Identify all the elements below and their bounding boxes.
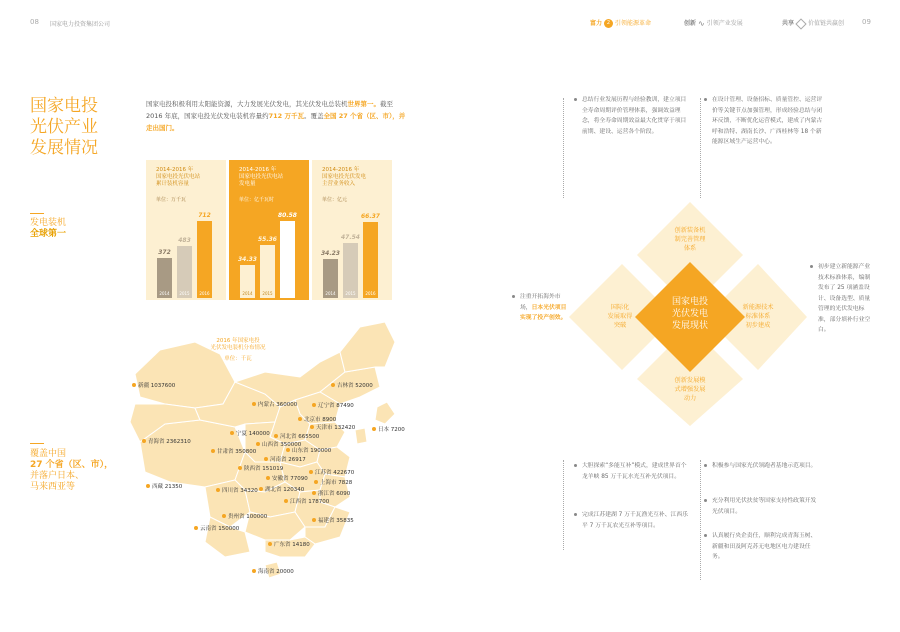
map-marker-icon [238, 466, 242, 470]
bullet-dot-icon [704, 534, 707, 537]
chapter-circle-icon: 2 [604, 19, 613, 28]
map-label-sichuan: 四川省 34320 [222, 488, 258, 494]
map-marker-icon [230, 431, 234, 435]
bullet-text: 积极参与国家光伏领跑者基地示范项目。 [712, 463, 817, 469]
diamond-line: 发展取得 [607, 313, 633, 320]
chart-title [322, 167, 366, 188]
chart-title-line: 国家电投光伏电站 [156, 174, 201, 180]
bullet-standards [818, 262, 872, 336]
map-label-ningxia: 宁夏 140000 [236, 431, 270, 437]
map-label-neimenggu: 内蒙古 360000 [258, 402, 298, 408]
diamond-line: 国家电投 [671, 297, 708, 307]
chart-value-label: 34.23 [321, 250, 340, 257]
bullet-dot-icon [704, 499, 707, 502]
map-marker-icon [146, 484, 150, 488]
chart-bar [343, 243, 358, 298]
map-marker-icon [142, 439, 146, 443]
map-label-guizhou: 贵州省 100000 [228, 514, 268, 520]
map-unit: 单位：千瓦 [224, 356, 252, 362]
chart-bar [280, 221, 295, 298]
chart-unit: 单位：亿元 [322, 197, 348, 203]
map-label-shaanxi: 陕西省 151019 [244, 466, 284, 472]
chart-title-line: 累计装机容量 [156, 181, 190, 187]
chart-value-label: 55.36 [258, 236, 277, 243]
bullet-responsibility [712, 531, 818, 563]
chart-unit: 单位：万千瓦 [156, 197, 187, 203]
diamond-line: 制完善管理 [674, 236, 706, 243]
chart-unit: 单位：亿千瓦时 [239, 197, 275, 203]
nav-item-share[interactable] [782, 18, 844, 28]
map-label-shanghai: 上海市 7828 [320, 480, 353, 486]
map-label-hainan: 海南省 20000 [258, 569, 294, 575]
map-marker-icon [310, 425, 314, 429]
side-divider [30, 443, 44, 444]
dotted-divider [700, 98, 701, 198]
map-marker-icon [284, 499, 288, 503]
map-label-beijing: 北京市 8900 [304, 417, 337, 423]
map-marker-icon [309, 470, 313, 474]
chart-value-label: 712 [198, 212, 211, 219]
map-label-gansu: 甘肃省 350800 [217, 449, 257, 455]
map-label-xinjiang: 新疆 1037600 [138, 383, 176, 389]
map-label-fujian: 福建省 35835 [318, 518, 354, 524]
chart-title-line: 主营业务收入 [322, 181, 356, 187]
map-marker-icon [312, 491, 316, 495]
map-label-shanxi: 山西省 350000 [262, 442, 302, 448]
map-marker-icon [312, 518, 316, 522]
title-line: 光伏产业 [30, 117, 98, 137]
map-label-guangdong: 广东省 14180 [274, 542, 310, 548]
nav-prefix: 共享 [782, 20, 795, 27]
chart-value-label: 34.33 [238, 256, 257, 263]
map-label-xizang: 西藏 21350 [152, 484, 183, 490]
diamond-bottom-label [660, 376, 720, 403]
dotted-divider [700, 460, 701, 580]
map-label-hubei: 湖北省 120340 [265, 487, 305, 493]
map-marker-icon [372, 427, 376, 431]
side-divider [30, 213, 44, 214]
diamond-line: 发展现状 [671, 321, 708, 331]
map-label-liaoning: 辽宁省 87490 [318, 403, 354, 409]
diamond-line: 初步建成 [745, 322, 771, 329]
map-title [195, 338, 281, 363]
map-marker-icon [252, 402, 256, 406]
bullet-dot-icon [704, 98, 707, 101]
bullet-text: 注重开拓海外市场， [520, 294, 561, 311]
chart-year-label: 2016 [199, 291, 210, 296]
bullet-dot-icon [574, 513, 577, 516]
bullet-dot-icon [574, 98, 577, 101]
left-page-number: 08 [30, 18, 39, 26]
diamond-line: 光伏发电 [671, 309, 708, 319]
chart-year-label: 2016 [365, 291, 376, 296]
diamond-icon [795, 18, 806, 29]
side-caption-line: 发电装机 [30, 218, 67, 228]
chart-value-label: 483 [178, 237, 191, 244]
map-marker-icon [331, 383, 335, 387]
diamond-line: 动力 [683, 395, 697, 402]
bullet-multienergy [582, 461, 688, 482]
bullet-text: 初步建立新能源产业技术标准体系，编制发布了 25 项涵盖设计、设备选型、质量管理的光伏发电标准，部分填补行业空白。 [818, 264, 871, 333]
map-label-shandong: 山东省 190000 [292, 448, 332, 454]
map-title-line: 2016 年国家电投 [216, 338, 260, 344]
chart-value-label: 47.54 [341, 234, 360, 241]
chart-title-line: 发电量 [239, 181, 256, 187]
diamond-line: 创新发展模 [674, 377, 706, 384]
map-label-zhejiang: 浙江省 6090 [318, 491, 351, 497]
nav-label: 价值链共赢创 [808, 20, 845, 27]
diamond-right-label [730, 303, 786, 330]
map-label-qinghai: 青海省 2362310 [148, 439, 191, 445]
diamond-left-label [592, 303, 648, 330]
nav-label: 引领能源革命 [615, 20, 652, 27]
bullet-highlight: 日本光伏项目实现了投产创效。 [520, 304, 567, 321]
bullet-dot-icon [574, 464, 577, 467]
bullet-dot-icon [810, 265, 813, 268]
right-page-number: 09 [862, 18, 871, 26]
chart-value-label: 66.37 [361, 213, 380, 220]
bullet-pilot [712, 461, 822, 472]
diamond-top-label [660, 226, 720, 253]
chart-year-label: 2015 [262, 291, 273, 296]
map-marker-icon [266, 476, 270, 480]
bullet-text: 大胆探索“多能互补”模式，建成世界首个龙羊峡 85 万千瓦水光互补光伏项目。 [582, 463, 687, 480]
chart-year-label: 2016 [282, 291, 293, 296]
intro-highlight: 全国 27 个省（区、市），并走出国门。 [146, 112, 406, 132]
map-label-japan: 日本 7200 [378, 427, 405, 433]
map-marker-icon [211, 449, 215, 453]
chart-year-label: 2015 [179, 291, 190, 296]
nav-prefix: 创新 [684, 20, 697, 27]
map-marker-icon [264, 457, 268, 461]
diamond-line: 创新装备机 [674, 227, 706, 234]
nav-item-lead[interactable] [590, 18, 651, 28]
diamond-line: 突破 [613, 322, 627, 329]
title-line: 国家电投 [30, 96, 98, 116]
bullet-text: 完成江苏建湖 7 万千瓦渔光互补、江西乐平 7 万千瓦农光互补等项目。 [582, 512, 688, 529]
map-marker-icon [259, 487, 263, 491]
map-marker-icon [256, 442, 260, 446]
map-label-yunnan: 云南省 150000 [200, 526, 240, 532]
map-marker-icon [312, 403, 316, 407]
side-caption-line: 马来西亚等 [30, 482, 76, 492]
chart-year-label: 2015 [345, 291, 356, 296]
title-line: 发展情况 [30, 138, 98, 158]
side-caption-line: 27 个省（区、市）， [30, 460, 114, 470]
map-marker-icon [274, 434, 278, 438]
map-marker-icon [268, 542, 272, 546]
bullet-overseas [520, 292, 572, 324]
bullet-operations [712, 95, 827, 148]
map-label-jilin: 吉林省 52000 [337, 383, 373, 389]
wave-icon: ∿ [698, 19, 705, 28]
side-caption-capacity [30, 218, 66, 240]
map-marker-icon [132, 383, 136, 387]
intro-highlight: 712 万千瓦 [268, 112, 304, 120]
chart-year-label: 2014 [325, 291, 336, 296]
map-marker-icon [216, 488, 220, 492]
diamond-line: 国际化 [610, 304, 630, 311]
side-caption-coverage [30, 449, 113, 493]
diamond-line: 标准体系 [745, 313, 771, 320]
intro-text: 截至 2016 年底，国家电投光伏发电装机容量约 [146, 100, 393, 120]
chart-title [156, 167, 200, 188]
chart-bar [197, 221, 212, 298]
bullet-poverty [712, 496, 820, 517]
map-title-line: 光伏发电装机分布情况 [210, 345, 266, 351]
nav-item-innovate[interactable] [684, 18, 743, 28]
diamond-line: 体系 [683, 245, 697, 252]
map-marker-icon [286, 448, 290, 452]
side-caption-line: 覆盖中国 [30, 449, 67, 459]
dotted-divider [563, 98, 564, 198]
company-name: 国家电力投资集团公司 [50, 21, 111, 28]
chart-year-label: 2014 [242, 291, 253, 296]
chart-value-label: 372 [158, 249, 171, 256]
map-label-anhui: 安徽省 77090 [272, 476, 308, 482]
diamond-line: 新能源技术 [742, 304, 774, 311]
bullet-text: 总结行业发展历程与经验教训，建立项目全寿命周期评价管理体系，强调效益理念，将全寿命周期效益最大化贯穿于项目前期、建设、运营各个阶段。 [582, 97, 687, 135]
map-marker-icon [298, 417, 302, 421]
diamond-line: 式增强发展 [674, 386, 706, 393]
intro-highlight: 世界第一。 [347, 100, 380, 108]
dotted-divider [563, 460, 564, 550]
bullet-text: 在设计管理、设备招标、质量管控、运营评价等关键节点加强管理，形成经验总结与闭环反馈，不断优化运营模式，建成了内蒙古呼和浩特、湖南长沙、广西桂林等 18 个新能源区域生产运营中心。 [712, 97, 823, 145]
side-caption-line: 并落户日本、 [30, 471, 85, 481]
chart-value-label: 80.58 [278, 212, 297, 219]
bullet-dot-icon [704, 464, 707, 467]
side-caption-line: 全球第一 [30, 229, 67, 239]
map-marker-icon [252, 569, 256, 573]
bullet-complementary [582, 510, 690, 531]
map-marker-icon [314, 480, 318, 484]
chart-bar [363, 222, 378, 298]
bullet-text: 充分利用光伏扶贫等国家支持性政策开发光伏项目。 [712, 498, 817, 515]
chart-title-line: 2014-2016 年 [239, 167, 277, 173]
intro-text: 。覆盖 [303, 112, 324, 120]
chart-title-line: 国家电投光伏电站 [239, 174, 284, 180]
diamond-center-label [660, 296, 720, 332]
intro-paragraph [146, 98, 408, 134]
chart-title [239, 167, 283, 188]
chart-title-line: 2014-2016 年 [156, 167, 194, 173]
map-label-jiangsu: 江苏省 422670 [315, 470, 355, 476]
chart-year-label: 2014 [159, 291, 170, 296]
page-title [30, 96, 98, 159]
bullet-dot-icon [512, 295, 515, 298]
nav-prefix: 富力 [590, 20, 603, 27]
map-label-tianjin: 天津市 132420 [316, 425, 356, 431]
map-label-hebei: 河北省 665500 [280, 434, 320, 440]
map-marker-icon [194, 526, 198, 530]
nav-label: 引领产业发展 [706, 20, 743, 27]
bullet-lifecycle [582, 95, 692, 137]
chart-title-line: 国家电投光伏发电 [322, 174, 367, 180]
intro-text: 国家电投积极利用太阳能资源，大力发展光伏发电，其光伏发电总装机 [146, 100, 348, 108]
map-label-henan: 河南省 26917 [270, 457, 306, 463]
bullet-text: 认真履行央企责任，顺利完成青海玉树、新疆和田及阿克苏无电地区电力建设任务。 [712, 533, 817, 560]
map-label-jiangxi: 江西省 178700 [290, 499, 330, 505]
map-marker-icon [222, 514, 226, 518]
chart-title-line: 2014-2016 年 [322, 167, 360, 173]
